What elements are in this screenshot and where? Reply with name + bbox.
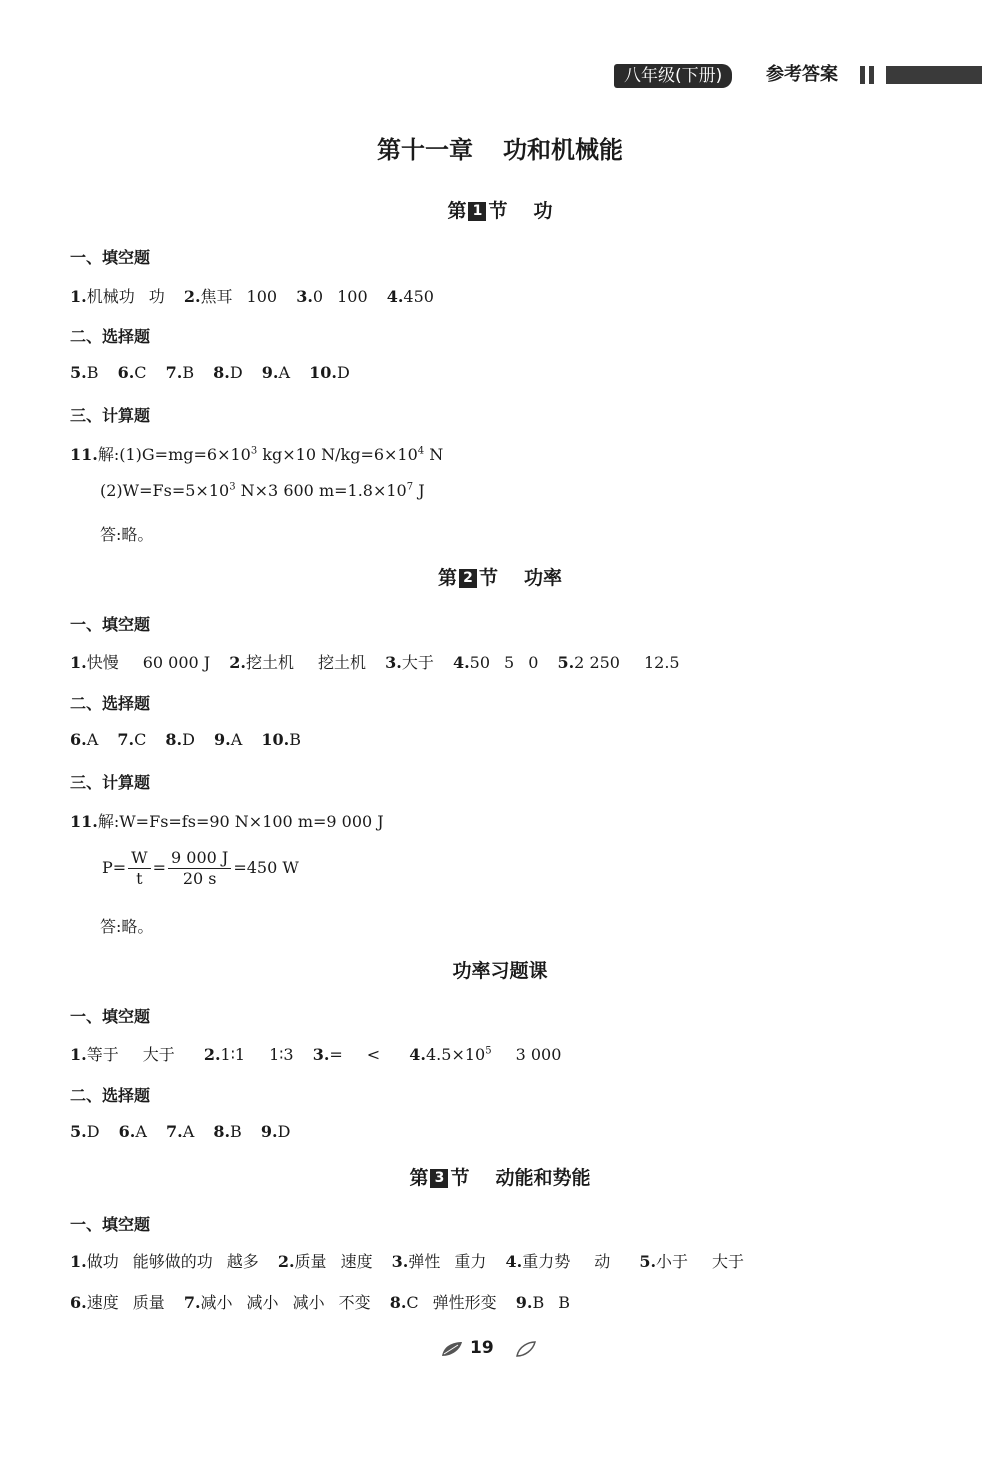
- fill-blank-heading: 一、填空题: [70, 248, 151, 267]
- section-number-box: 1: [468, 202, 486, 221]
- answer-omitted: 答:略。: [100, 525, 154, 544]
- leaf-icon: [515, 1340, 537, 1358]
- answer-line: 5.B 6.C 7.B 8.D 9.A 10.D: [70, 363, 350, 382]
- grade-tag: 八年级(下册): [614, 64, 732, 88]
- section-title: 功: [533, 200, 553, 222]
- fill-blank-heading: 一、填空题: [70, 1007, 151, 1026]
- calculation-heading: 三、计算题: [70, 773, 151, 792]
- answer-line: 1.做功 能够做的功 越多 2.质量 速度 3.弹性 重力 4.重力势 动 5.小于 大于: [70, 1252, 745, 1271]
- fill-blank-heading: 一、填空题: [70, 615, 151, 634]
- choice-heading: 二、选择题: [70, 1086, 151, 1105]
- header-label: 参考答案: [766, 64, 838, 85]
- solution-line: $(2)W=Fs=5\times 10^3$ N×3 600 $m=1.8\times 10^7$ J: [100, 481, 425, 500]
- answer-line: 6.速度 质量 7.减小 减小 减小 不变 8.C 弹性形变 9.B B: [70, 1293, 570, 1312]
- section-number-box: 2: [459, 569, 477, 588]
- chapter-title: [0, 130, 1000, 165]
- answer-line: 1.快慢 60 000 J 2.挖土机 挖土机 3.大于 4.50 5 0 5.2 250 12.5: [70, 653, 680, 672]
- solution-line: 11.解:W=Fs=fs=90 N×100 m=9 000 J: [70, 812, 384, 831]
- choice-heading: 二、选择题: [70, 694, 151, 713]
- section-title: 动能和势能: [495, 1167, 591, 1189]
- leaf-icon: [440, 1340, 464, 1358]
- solution-line: 11.解$:(1)G=mg=6\times 10^3$ kg×10 $N/kg=6\times 10^4$ N: [70, 445, 444, 464]
- choice-heading: 二、选择题: [70, 327, 151, 346]
- chapter-number: 第十一章: [377, 136, 473, 164]
- section-2-heading: 第 2 节 功率: [437, 567, 563, 589]
- section-3-heading: 第 3 节 动能和势能: [409, 1167, 591, 1189]
- answer-line: 1.等于 大于 2.1∶1 1∶3 $3.= < 4.4.5\times 10^5$ 3 000: [70, 1045, 562, 1064]
- fill-blank-heading: 一、填空题: [70, 1215, 151, 1234]
- answer-line: 6.A 7.C 8.D 9.A 10.B: [70, 730, 301, 749]
- section-number-box: 3: [430, 1169, 448, 1188]
- answer-line: 1.机械功 功 2.焦耳 100 3.0 100 4.450: [70, 287, 434, 306]
- calculation-heading: 三、计算题: [70, 406, 151, 425]
- chapter-name: 功和机械能: [503, 136, 623, 164]
- answer-line: 5.D 6.A 7.A 8.B 9.D: [70, 1122, 291, 1141]
- answer-omitted: 答:略。: [100, 917, 154, 936]
- header-decoration: [860, 66, 982, 84]
- page-number: 19: [470, 1338, 494, 1358]
- section-title: 功率: [524, 567, 563, 589]
- power-formula: P= $\frac{W}{t}$ = $\frac{9 000 J}{20 s}$ =450 W: [102, 848, 299, 888]
- section-1-heading: 第 1 节 功: [447, 200, 553, 222]
- section-exercise-heading: 功率习题课: [452, 960, 548, 982]
